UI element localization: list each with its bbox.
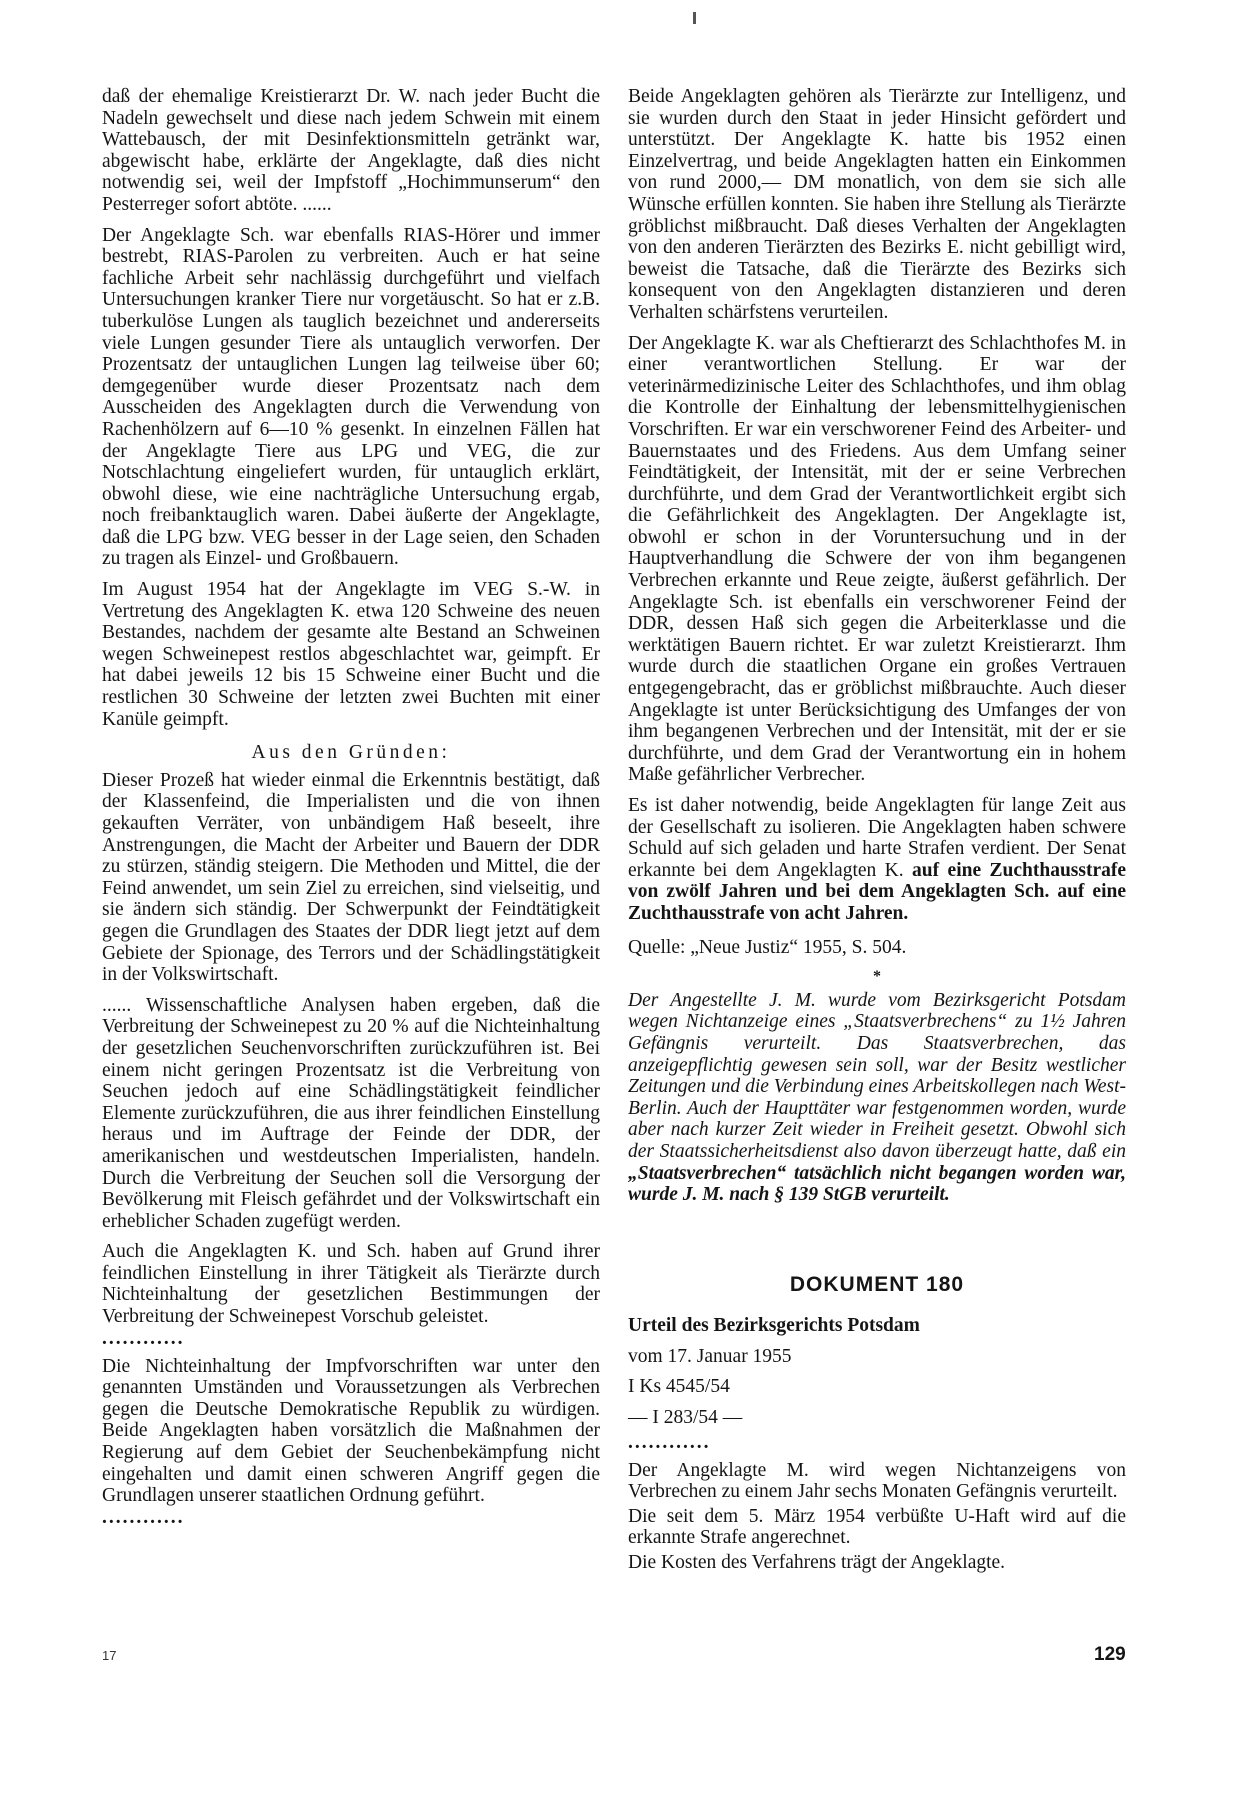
paragraph: Die Kosten des Verfahrens trägt der Angeklagte. bbox=[628, 1552, 1006, 1574]
paragraph: Der Angeklagte Sch. war ebenfalls RIAS-Hörer und immer bestrebt, RIAS-Parolen zu verbreiten. Auch er hat seine fachliche Arbeit sehr nachlässig durchgeführt und vielfach Untersuchungen kranker Tiere nur vorgetäuscht. So hat er z.B. tuberkulöse Lungen als tauglich bezeichnet und andererseits viele Lungen gesunder Tiere als untauglich verworfen. Der Prozentsatz der untauglichen Lungen lag teilweise über 60; demgegenüber wurde dieser Prozentsatz nach dem Ausscheiden des Angeklagten durch die Verwendung von Rachenhölzern auf 6—10 % gesenkt. In einzelnen Fällen hat der Angeklagte Tiere aus LPG und VEG, die zur Notschlachtung eingeliefert wurden, für untauglich erklärt, obwohl diese, wie eine nachträgliche Untersuchung ergab, noch freibanktauglich waren. Dabei äußerte der Angeklagte, daß die LPG bzw. VEG besser in der Lage seien, den Schaden zu tragen als Einzel- und Großbauern. bbox=[102, 224, 600, 570]
left-column bbox=[102, 86, 600, 1535]
paragraph: Auch die Angeklagten K. und Sch. haben auf Grund ihrer feindlichen Einstellung in ihrer Tätigkeit als Tierärzte durch Nichteinhaltung der gesetzlichen Bestimmungen der Verbreitung der Schweinepest Vorschub geleistet. bbox=[102, 1241, 600, 1328]
document-title: Urteil des Bezirksgerichts Potsdam bbox=[628, 1315, 920, 1337]
paragraph: Beide Angeklagten gehören als Tierärzte zur Intelligenz, und sie wurden durch den Staat in jeder Hinsicht gefördert und unterstützt. Der Angeklagte K. hatte bis 1952 einen Einzelvertrag, und beide Angeklagten hatten ein Einkommen von rund 2000,— DM monatlich, von dem sie sich alle Wünsche erfüllen konnten. Sie haben ihre Stellung als Tierärzte gröblichst mißbraucht. Daß dieses Verhalten der Angeklagten von den anderen Tierärzten des Bezirks E. nicht gebilligt wird, beweist die Tatsache, daß die Tierärzte des Bezirks sich konsequent von den Angeklagten distanzieren und deren Verhalten schärfstens verurteilen. bbox=[628, 86, 1126, 323]
document-date: vom 17. Januar 1955 bbox=[628, 1345, 792, 1367]
paragraph: Die seit dem 5. März 1954 verbüßte U-Haft wird auf die erkannte Strafe angerechnet. bbox=[628, 1505, 1126, 1549]
case-number: I Ks 4545/54 bbox=[628, 1376, 730, 1398]
signature-mark: 17 bbox=[102, 1648, 117, 1663]
document-heading: DOKUMENT 180 bbox=[789, 1272, 965, 1296]
paragraph: Im August 1954 hat der Angeklagte im VEG S.-W. in Vertretung des Angeklagten K. etwa 120 Schweine des neuen Bestandes, nachdem der gesamte alte Bestand an Schweinen wegen Schweinepest restlos abgeschlachtet war, geimpft. Er hat dabei jeweils 12 bis 15 Schweine einer Bucht und die restlichen 30 Schweine der letzten zwei Buchten mit einer Kanüle geimpft. bbox=[102, 579, 600, 730]
paragraph: Der Angeklagte K. war als Cheftierarzt des Schlachthofes M. in einer verantwortlichen Stellung. Er war der veterinärmedizinische Leiter des Schlachthofes, und ihm oblag die Kontrolle der Einhaltung der lebensmittelhygienischen Vorschriften. Er war ein verschworener Feind des Arbeiter- und Bauernstaates und des Friedens. Aus dem Umfang seiner Feindtätigkeit, der Intensität, mit der er seine Verbrechen durchführte, und dem Grad der Verantwortlichkeit ergibt sich die Gefährlichkeit des Angeklagten. Der Angeklagte ist, obwohl er schon in der Voruntersuchung und in der Hauptverhandlung die Schwere der von ihm begangenen Verbrechen erkannte und Reue zeigte, äußerst gefährlich. Der Angeklagte Sch. ist ebenfalls ein verschworener Feind der DDR, dessen Haß sich gegen die Arbeiterklasse und die werktätigen Bauern richtet. Er war zuletzt Kreistierarzt. Ihm wurde durch die staatlichen Organe ein großes Vertrauen entgegengebracht, das er gröblichst mißbrauchte. Auch dieser Angeklagte ist unter Berücksichtigung des Umfanges der von ihm begangenen Verbrechen und der Intensität, mit der er sie durchführte, und dem Grad der Verantwortung ein in hohem Maße gefährlicher Verbrecher. bbox=[628, 332, 1126, 786]
right-column bbox=[628, 86, 1126, 1577]
verdict-sentence: auf eine Zuchthausstrafe von zwölf Jahren und bei dem Angeklagten Sch. auf eine Zuchthausstrafe von acht Jahren. bbox=[628, 859, 1127, 924]
commentary-paragraph bbox=[628, 990, 1126, 1206]
paragraph: Dieser Prozeß hat wieder einmal die Erkenntnis bestätigt, daß der Klassenfeind, die Imperialisten und die von ihnen gekauften Verräter, von unbändigem Haß beseelt, ihre Anstrengungen, die Macht der Arbeiter und Bauern der DDR zu stürzen, ständig steigern. Die Methoden und Mittel, die der Feind anwendet, um sein Ziel zu erreichen, sind vielseitig, und sie ändern sich ständig. Der Schwerpunkt der Feindtätigkeit gegen die Grundlagen des Staates der DDR liegt jetzt auf dem Gebiete der Spionage, des Terrors und der Schädlingstätigkeit in der Volkswirtschaft. bbox=[102, 769, 600, 986]
source-citation: Quelle: „Neue Justiz“ 1955, S. 504. bbox=[628, 936, 907, 958]
page-number: 129 bbox=[1094, 1644, 1126, 1665]
asterisk-divider: * bbox=[873, 968, 881, 986]
commentary-text: Der Angestellte J. M. wurde vom Bezirksgericht Potsdam wegen Nichtanzeige eines „Staatsverbrechens“ zu 1½ Jahren Gefängnis verurteilt. Das Staatsverbrechen, das anzeigepflichtig gewesen sein soll, war der Besitz westlicher Zeitungen und die Verbindung eines Arbeitskollegen nach West-Berlin. Auch der Haupttäter war festgenommen worden, wurde aber nach kurzer Zeit wieder in Freiheit gesetzt. Obwohl sich der Staatssicherheitsdienst also davon überzeugt hatte, daß ein bbox=[628, 989, 1126, 1162]
paragraph: ...... Wissenschaftliche Analysen haben ergeben, daß die Verbreitung der Schweinepest zu 20 % auf die Nichteinhaltung der gesetzlichen Seuchenvorschriften zurückzuführen ist. Bei einem nicht geringen Prozentsatz ist die Verbreitung von Seuchen jedoch auf eine Schädlingstätigkeit feindlicher Elemente zurückzuführen, die aus ihrer feindlichen Einstellung heraus und im Auftrage der Feinde der DDR, der amerikanischen und westdeutschen Imperialisten, handeln. Durch die Verbreitung der Seuchen soll die Versorgung der Bevölkerung mit Fleisch gefährdet und der Volkswirtschaft ein erheblicher Schaden zugefügt werden. bbox=[102, 994, 600, 1232]
ellipsis-separator: ............ bbox=[102, 1327, 185, 1349]
verdict-text: Es ist daher notwendig, beide Angeklagten für lange Zeit aus der Gesellschaft zu isolieren. Die Angeklagten haben schwere Schuld auf sich geladen und harte Strafen verdient. Der Senat erkannte bei dem Angeklagten K. bbox=[628, 795, 1126, 881]
case-reference: — I 283/54 — bbox=[628, 1407, 743, 1429]
ellipsis-separator: ............ bbox=[102, 1506, 185, 1528]
paragraph: Der Angeklagte M. wird wegen Nichtanzeigens von Verbrechen zu einem Jahr sechs Monaten Gefängnis verurteilt. bbox=[628, 1459, 1126, 1503]
paragraph: daß der ehemalige Kreistierarzt Dr. W. nach jeder Bucht die Nadeln gewechselt und diese nach jedem Schwein mit einem Wattebausch, der mit Desinfektionsmitteln getränkt war, abgewischt habe, erklärte der Angeklagte, daß dies nicht notwendig sei, weil der Impfstoff „Hochimmunserum“ den Pesterreger sofort abtöte. ...... bbox=[102, 86, 600, 215]
ellipsis-separator: ............ bbox=[628, 1431, 711, 1453]
paragraph: Die Nichteinhaltung der Impfvorschriften war unter den genannten Umständen und Voraussetzungen als Verbrechen gegen die Deutsche Demokratische Republik zu würdigen. Beide Angeklagten haben vorsätzlich die Maßnahmen der Regierung auf dem Gebiet der Seuchenbekämpfung nicht eingehalten und damit einen schweren Angriff gegen die Grundlagen unserer staatlichen Ordnung geführt. bbox=[102, 1355, 600, 1507]
scan-mark bbox=[693, 12, 696, 24]
commentary-emphasis: „Staatsverbrechen“ tatsächlich nicht begangen worden war, wurde J. M. nach § 139 StGB verurteilt. bbox=[628, 1162, 1126, 1206]
section-heading: Aus den Gründen: bbox=[251, 742, 451, 764]
verdict-paragraph bbox=[628, 795, 1126, 925]
